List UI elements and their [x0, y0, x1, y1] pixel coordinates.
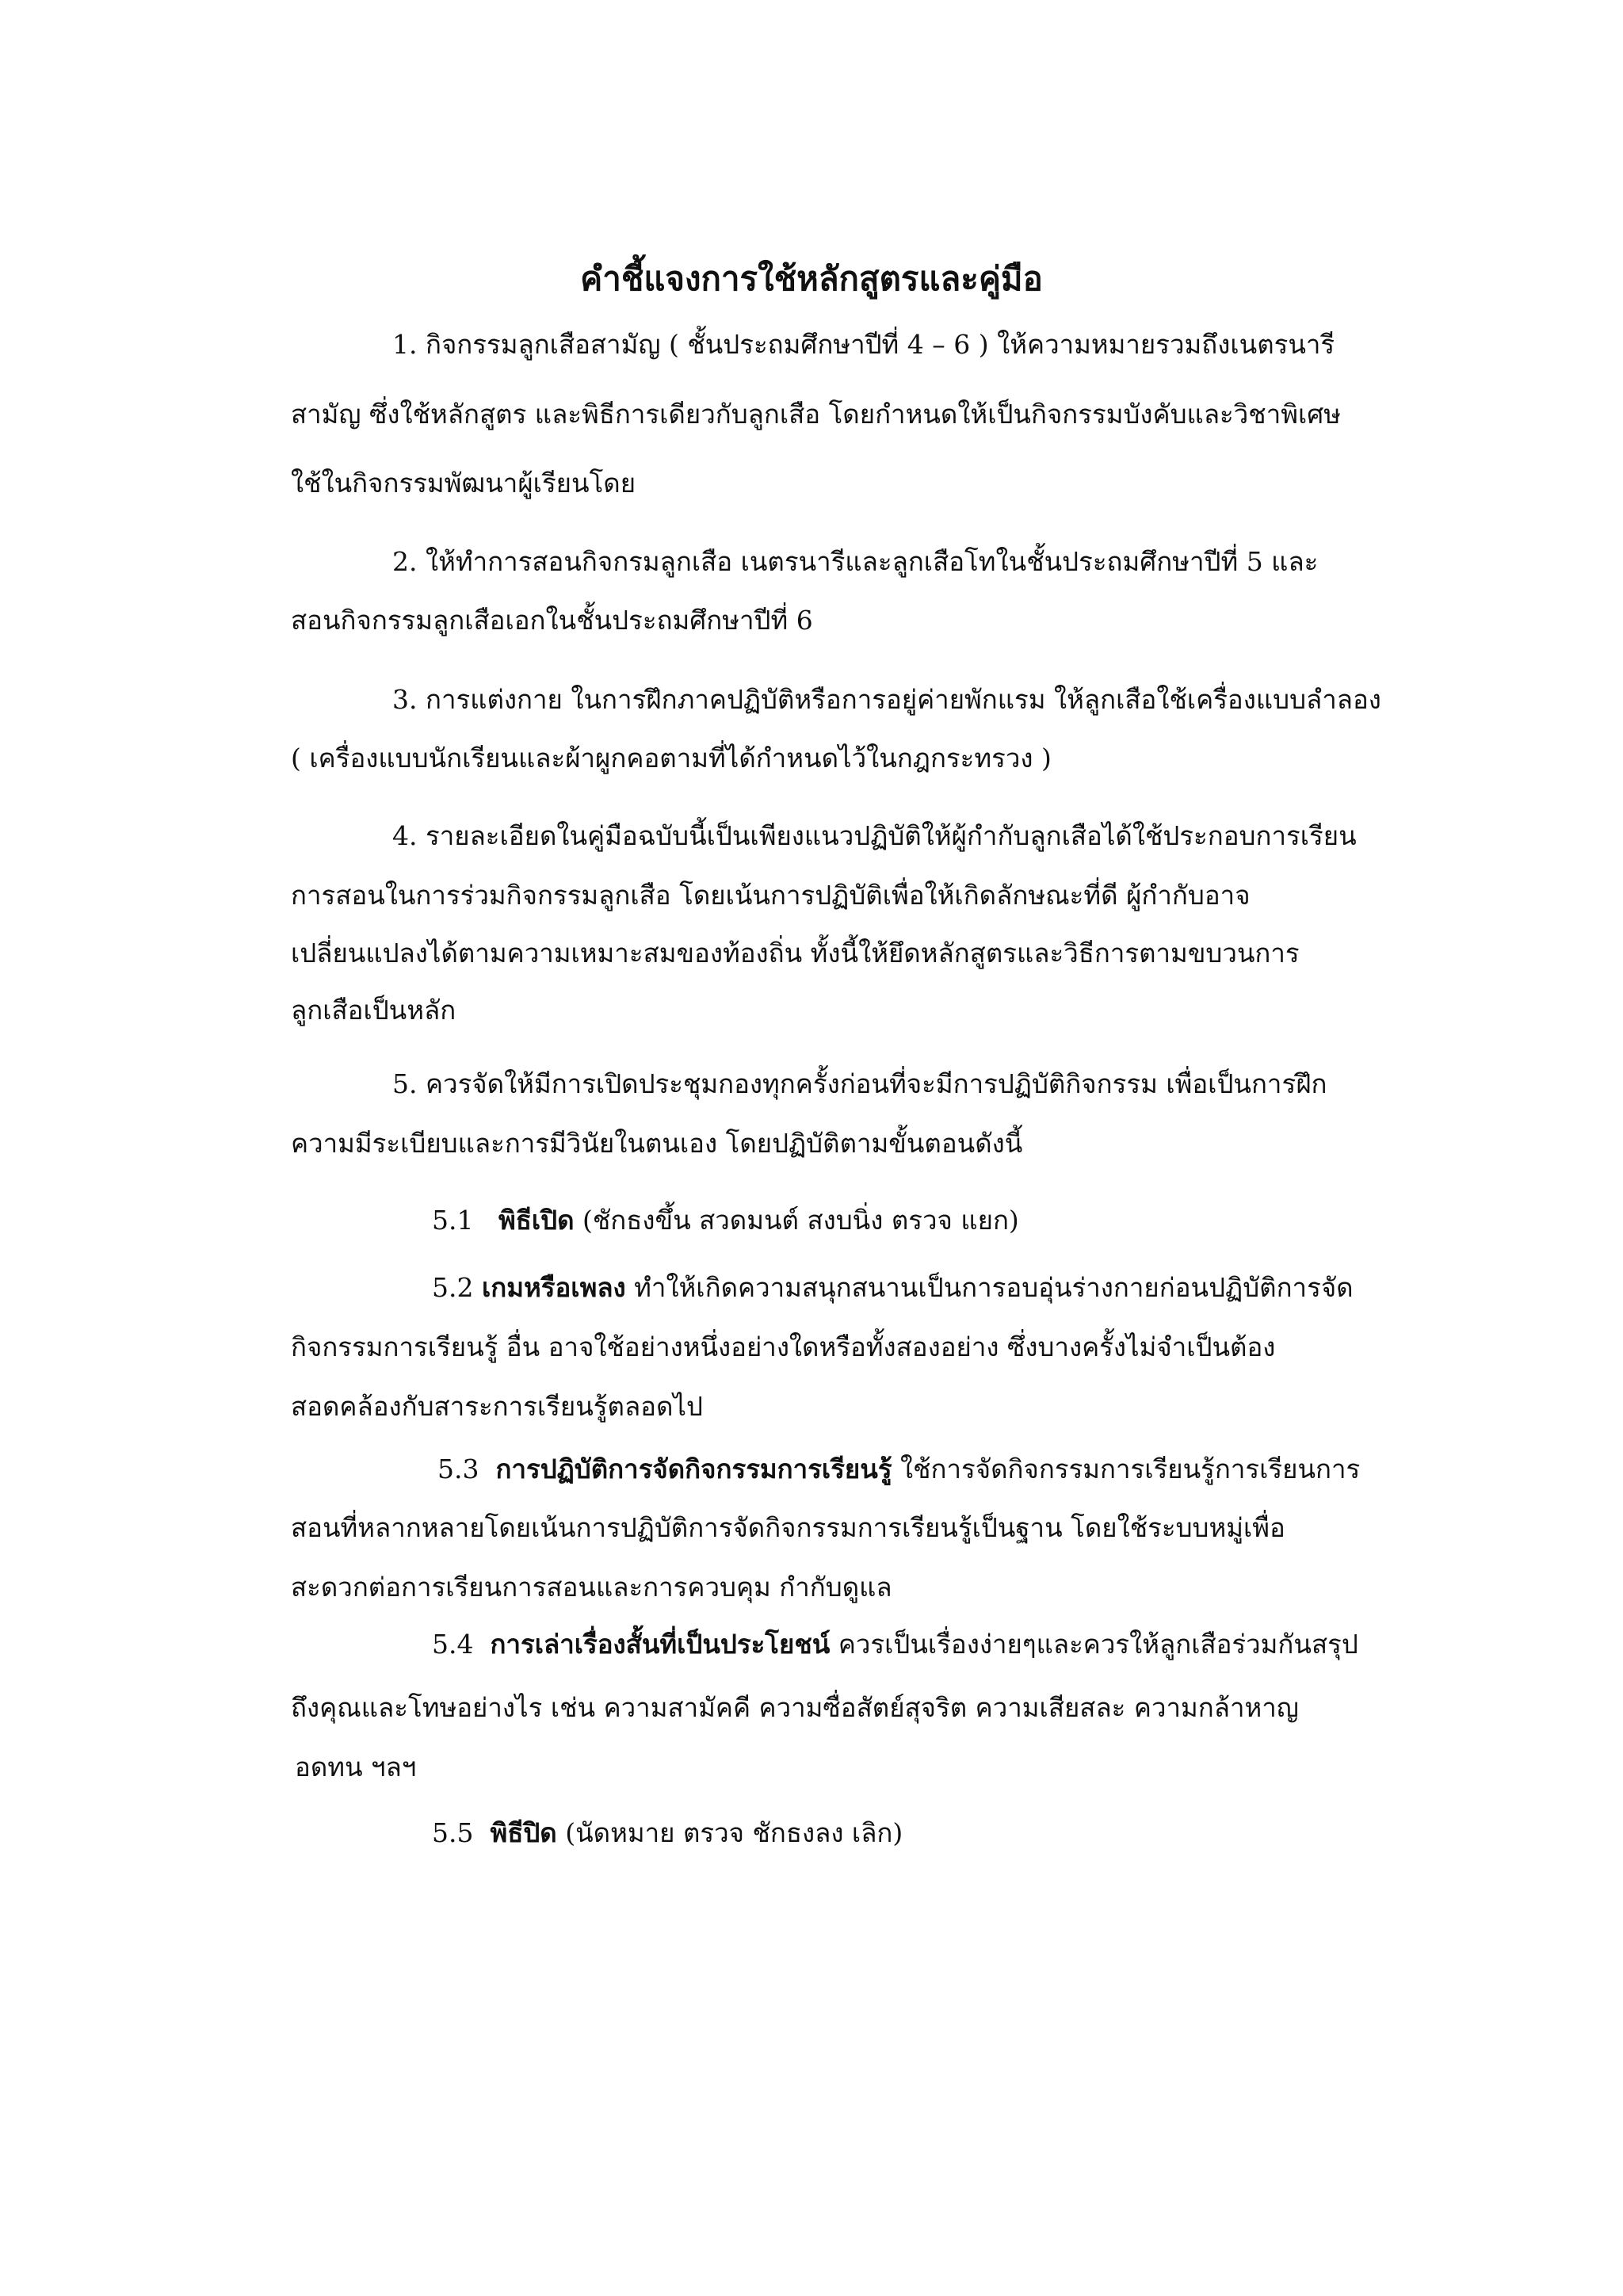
- sub-item-5-5-heading: พิธีปิด: [490, 1817, 557, 1848]
- sub-item-5-4-number: 5.4: [432, 1629, 474, 1660]
- sub-item-5-1: [432, 1201, 1019, 1240]
- sub-item-5-2-line-3: สอดคล้องกับสาระการเรียนรู้ตลอดไป: [291, 1391, 703, 1422]
- sub-item-5-1-heading: พิธีเปิด: [498, 1205, 575, 1236]
- sub-item-5-2-heading: เกมหรือเพลง: [481, 1272, 626, 1303]
- page-title: คำชี้แจงการใช้หลักสูตรและคู่มือ: [580, 259, 1043, 298]
- sub-item-5-2-number: 5.2: [432, 1272, 474, 1303]
- item-3-line-2: ( เครื่องแบบนักเรียนและผ้าผูกคอตามที่ได้กำหนดไว้ในกฎกระทรวง ): [291, 743, 1052, 774]
- item-1-line-1: 1. กิจกรรมลูกเสือสามัญ ( ชั้นประถมศึกษาปีที่ 4 – 6 ) ให้ความหมายรวมถึงเนตรนารี: [392, 329, 1335, 360]
- item-4-line-3: เปลี่ยนแปลงได้ตามความเหมาะสมของท้องถิ่น ทั้งนี้ให้ยึดหลักสูตรและวิธีการตามขบวนการ: [291, 938, 1300, 968]
- sub-item-5-4-text: ควรเป็นเรื่องง่ายๆและควรให้ลูกเสือร่วมกันสรุป: [830, 1629, 1358, 1660]
- item-3-line-1: 3. การแต่งกาย ในการฝึกภาคปฏิบัติหรือการอยู่ค่ายพักแรม ให้ลูกเสือใช้เครื่องแบบลำลอง: [392, 684, 1381, 715]
- sub-item-5-3-line-3: สะดวกต่อการเรียนการสอนและการควบคุม กำกับดูแล: [291, 1572, 892, 1603]
- item-5-line-1: 5. ควรจัดให้มีการเปิดประชุมกองทุกครั้งก่อนที่จะมีการปฏิบัติกิจกรรม เพื่อเป็นการฝึก: [392, 1068, 1327, 1099]
- item-4-line-4: ลูกเสือเป็นหลัก: [291, 995, 456, 1026]
- item-2-line-1: 2. ให้ทำการสอนกิจกรมลูกเสือ เนตรนารีและลูกเสือโทในชั้นประถมศึกษาปีที่ 5 และ: [392, 546, 1319, 577]
- sub-item-5-3-number: 5.3: [437, 1454, 479, 1484]
- sub-item-5-5: [432, 1813, 903, 1853]
- item-2-line-2: สอนกิจกรรมลูกเสือเอกในชั้นประถมศึกษาปีที่ 6: [291, 605, 813, 636]
- sub-item-5-4-line-1: [432, 1625, 1358, 1664]
- sub-item-5-4-line-3: อดทน ฯลฯ: [295, 1752, 417, 1782]
- sub-item-5-4-heading: การเล่าเรื่องสั้นที่เป็นประโยชน์: [490, 1629, 831, 1660]
- item-4-line-1: 4. รายละเอียดในคู่มือฉบับนี้เป็นเพียงแนวปฏิบัติให้ผู้กำกับลูกเสือได้ใช้ประกอบการเรียน: [392, 820, 1357, 851]
- sub-item-5-3-text: ใช้การจัดกิจกรรมการเรียนรู้การเรียนการ: [892, 1454, 1361, 1484]
- sub-item-5-2-text: ทำให้เกิดความสนุกสนานเป็นการอบอุ่นร่างกายก่อนปฏิบัติการจัด: [625, 1272, 1354, 1303]
- item-1-line-2: สามัญ ซึ่งใช้หลักสูตร และพิธีการเดียวกับลูกเสือ โดยกำหนดให้เป็นกิจกรรมบังคับและวิชาพิเศษ: [291, 399, 1341, 430]
- sub-item-5-2-line-2: กิจกรรมการเรียนรู้ อื่น อาจใช้อย่างหนึ่งอย่างใดหรือทั้งสองอย่าง ซึ่งบางครั้งไม่จำเป็นต้อง: [291, 1331, 1276, 1362]
- sub-item-5-1-number: 5.1: [432, 1205, 474, 1236]
- item-5-line-2: ความมีระเบียบและการมีวินัยในตนเอง โดยปฏิบัติตามขั้นตอนดังนี้: [291, 1128, 1023, 1159]
- sub-item-5-3-line-2: สอนที่หลากหลายโดยเน้นการปฏิบัติการจัดกิจกรรมการเรียนรู้เป็นฐาน โดยใช้ระบบหมู่เพื่อ: [291, 1512, 1285, 1543]
- sub-item-5-2-line-1: [432, 1268, 1354, 1308]
- sub-item-5-3-line-1: [437, 1450, 1360, 1489]
- item-4-line-2: การสอนในการร่วมกิจกรรมลูกเสือ โดยเน้นการปฏิบัติเพื่อให้เกิดลักษณะที่ดี ผู้กำกับอาจ: [291, 880, 1251, 911]
- sub-item-5-3-heading: การปฏิบัติการจัดกิจกรรมการเรียนรู้: [495, 1454, 892, 1484]
- sub-item-5-5-text: (นัดหมาย ตรวจ ชักธงลง เลิก): [556, 1817, 903, 1848]
- sub-item-5-5-number: 5.5: [432, 1817, 474, 1848]
- sub-item-5-4-line-2: ถึงคุณและโทษอย่างไร เช่น ความสามัคคี ความซื่อสัตย์สุจริต ความเสียสละ ความกล้าหาญ: [291, 1692, 1299, 1723]
- sub-item-5-1-text: (ชักธงขึ้น สวดมนต์ สงบนิ่ง ตรวจ แยก): [574, 1205, 1019, 1236]
- item-1-line-3: ใช้ในกิจกรรมพัฒนาผู้เรียนโดย: [291, 468, 636, 499]
